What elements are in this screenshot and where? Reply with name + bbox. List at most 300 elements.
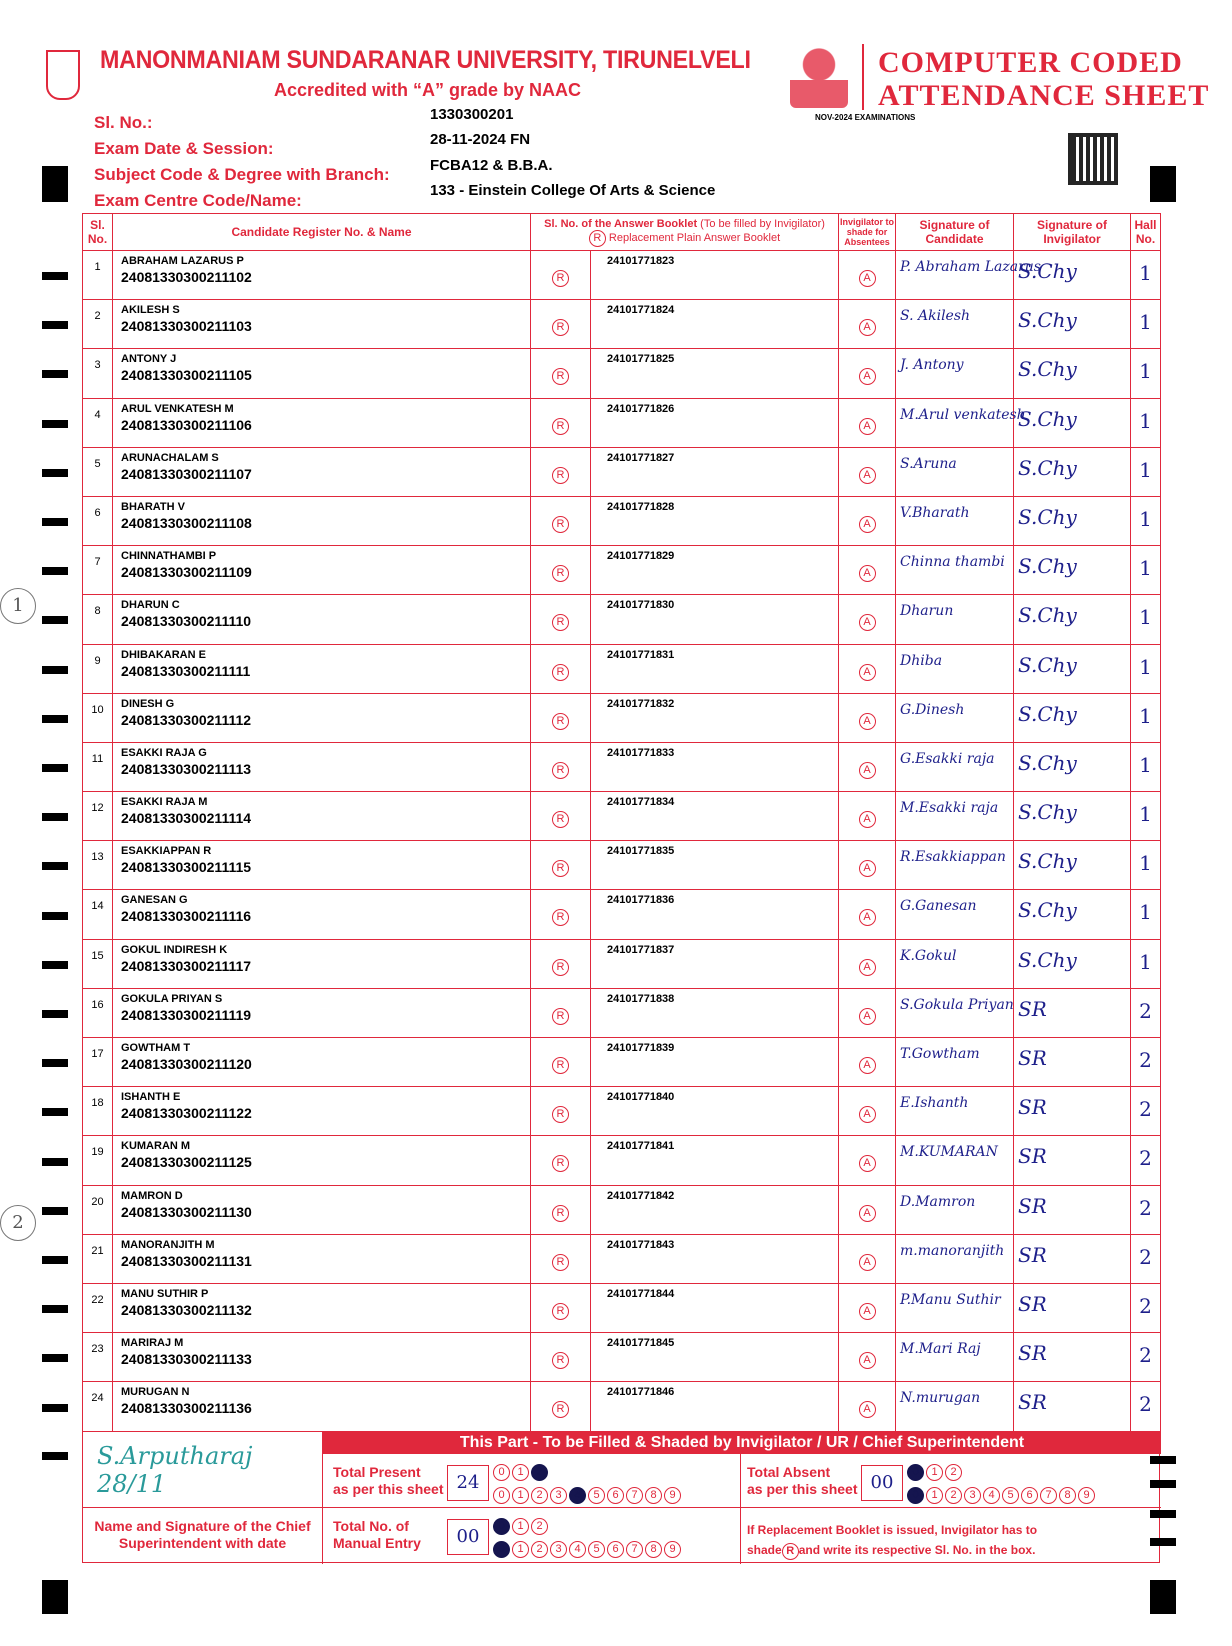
timing-mark <box>42 321 68 329</box>
digit-bubble[interactable]: 0 <box>493 1541 510 1558</box>
replacement-bubble[interactable]: R <box>552 270 569 287</box>
absent-bubble[interactable]: A <box>859 270 876 287</box>
invigilator-signature: SR <box>1014 1136 1131 1185</box>
replacement-bubble[interactable]: R <box>552 1106 569 1123</box>
sheet-title-line1: COMPUTER CODED <box>878 46 1183 79</box>
replacement-bubble[interactable]: R <box>552 762 569 779</box>
replacement-bubble[interactable]: R <box>552 1008 569 1025</box>
booklet-no[interactable]: 24101771842 <box>591 1185 839 1234</box>
replacement-cell[interactable] <box>531 447 591 496</box>
replacement-cell[interactable] <box>531 792 591 841</box>
candidate-signature: M.KUMARAN <box>896 1136 1014 1185</box>
booklet-no[interactable]: 24101771844 <box>591 1283 839 1332</box>
booklet-no[interactable]: 24101771826 <box>591 398 839 447</box>
booklet-no[interactable]: 24101771831 <box>591 644 839 693</box>
booklet-no[interactable]: 24101771834 <box>591 792 839 841</box>
table-row <box>83 939 1161 988</box>
table-row <box>83 792 1161 841</box>
digit-bubble[interactable]: 1 <box>512 1464 529 1481</box>
candidate-name: CHINNATHAMBI P <box>121 550 217 563</box>
replacement-cell[interactable] <box>531 1136 591 1185</box>
table-row <box>83 251 1161 300</box>
absent-bubble[interactable]: A <box>859 664 876 681</box>
absent-tens-bubbles[interactable] <box>907 1462 964 1481</box>
table-row <box>83 1087 1161 1136</box>
table-row <box>83 546 1161 595</box>
booklet-no[interactable]: 24101771846 <box>591 1382 839 1431</box>
absent-bubble[interactable]: A <box>859 811 876 828</box>
digit-bubble[interactable]: 5 <box>1002 1487 1019 1504</box>
replacement-cell[interactable] <box>531 1185 591 1234</box>
col-sl: Sl. No. <box>83 214 113 251</box>
row-sl: 2 <box>83 300 113 349</box>
replacement-bubble[interactable]: R <box>552 418 569 435</box>
table-row <box>83 1038 1161 1087</box>
candidate-signature: S. Akilesh <box>896 300 1014 349</box>
footer-banner: This Part - To be Filled & Shaded by Invigilator / UR / Chief Superintendent <box>323 1432 1161 1454</box>
replacement-cell[interactable] <box>531 1234 591 1283</box>
hall-no: 1 <box>1131 792 1161 841</box>
replacement-cell[interactable] <box>531 1038 591 1087</box>
register-no: 24081330300211108 <box>121 514 252 531</box>
table-row <box>83 1382 1161 1431</box>
row-sl: 4 <box>83 398 113 447</box>
candidate-name: MARIRAJ M <box>121 1337 184 1350</box>
candidate-name: DINESH G <box>121 697 175 710</box>
replacement-cell[interactable] <box>531 251 591 300</box>
invigilator-signature: SR <box>1014 1087 1131 1136</box>
register-no: 24081330300211102 <box>121 269 252 285</box>
candidate-name: ARUL VENKATESH M <box>121 402 234 415</box>
booklet-no[interactable]: 24101771839 <box>591 1038 839 1087</box>
candidate-name: MAMRON D <box>121 1189 183 1202</box>
digit-bubble[interactable]: 7 <box>626 1541 643 1558</box>
booklet-no[interactable]: 24101771836 <box>591 890 839 939</box>
digit-bubble[interactable]: 1 <box>926 1464 943 1481</box>
digit-bubble[interactable]: 8 <box>645 1541 662 1558</box>
booklet-no[interactable]: 24101771840 <box>591 1087 839 1136</box>
register-no: 24081330300211112 <box>121 711 252 728</box>
digit-bubble[interactable]: 3 <box>964 1487 981 1504</box>
digit-bubble[interactable]: 2 <box>531 1487 548 1504</box>
replacement-cell[interactable] <box>531 890 591 939</box>
candidate-cell <box>113 349 531 398</box>
row-sl: 20 <box>83 1185 113 1234</box>
invigilator-signature: S.Chy <box>1014 693 1131 742</box>
hall-no: 1 <box>1131 742 1161 791</box>
digit-bubble[interactable]: 0 <box>493 1464 510 1481</box>
absent-cell[interactable] <box>839 1382 896 1431</box>
manual-label-1: Total No. of <box>333 1518 409 1534</box>
absent-cell[interactable] <box>839 1283 896 1332</box>
candidate-cell <box>113 742 531 791</box>
replacement-bubble[interactable]: R <box>552 909 569 926</box>
booklet-no[interactable]: 24101771830 <box>591 595 839 644</box>
digit-bubble[interactable]: 0 <box>907 1464 924 1481</box>
absent-bubble[interactable]: A <box>859 909 876 926</box>
register-no: 24081330300211109 <box>121 564 252 581</box>
replacement-bubble[interactable]: R <box>552 614 569 631</box>
timing-mark <box>42 961 68 969</box>
booklet-label: Sl. No. of the Answer Booklet <box>544 217 698 230</box>
digit-bubble[interactable]: 9 <box>664 1487 681 1504</box>
digit-bubble[interactable]: 2 <box>945 1464 962 1481</box>
candidate-name: ANTONY J <box>121 353 177 366</box>
absent-cell[interactable] <box>839 1333 896 1382</box>
candidate-signature: Dharun <box>896 595 1014 644</box>
invigilator-signature: S.Chy <box>1014 398 1131 447</box>
digit-bubble[interactable]: 0 <box>493 1518 510 1535</box>
timing-mark <box>42 616 68 624</box>
absent-bubble[interactable]: A <box>859 762 876 779</box>
hall-no: 1 <box>1131 693 1161 742</box>
replacement-cell[interactable] <box>531 1283 591 1332</box>
booklet-no[interactable]: 24101771843 <box>591 1234 839 1283</box>
timing-mark <box>42 1305 68 1313</box>
table-row <box>83 1136 1161 1185</box>
row-sl: 18 <box>83 1087 113 1136</box>
digit-bubble[interactable]: 6 <box>607 1541 624 1558</box>
replacement-bubble[interactable]: R <box>552 1155 569 1172</box>
absent-box[interactable]: 00 <box>861 1465 903 1501</box>
replacement-cell[interactable] <box>531 1333 591 1382</box>
candidate-cell <box>113 300 531 349</box>
register-no: 24081330300211132 <box>121 1301 252 1318</box>
digit-bubble[interactable]: 7 <box>626 1487 643 1504</box>
booklet-no[interactable]: 24101771835 <box>591 841 839 890</box>
invigilator-signature: S.Chy <box>1014 595 1131 644</box>
absent-cell[interactable] <box>839 1136 896 1185</box>
manual-box[interactable]: 00 <box>447 1519 489 1555</box>
candidate-cell <box>113 644 531 693</box>
absent-bubble[interactable]: A <box>859 1205 876 1222</box>
digit-bubble[interactable]: 4 <box>569 1541 586 1558</box>
candidate-cell <box>113 792 531 841</box>
present-label-2: as per this sheet <box>333 1481 444 1497</box>
register-no: 24081330300211107 <box>121 465 252 482</box>
booklet-no[interactable]: 24101771832 <box>591 693 839 742</box>
absent-bubble[interactable]: A <box>859 1106 876 1123</box>
hall-no: 1 <box>1131 349 1161 398</box>
candidate-cell <box>113 939 531 988</box>
invigilator-signature: S.Chy <box>1014 792 1131 841</box>
replacement-cell[interactable] <box>531 398 591 447</box>
digit-bubble[interactable]: 4 <box>983 1487 1000 1504</box>
candidate-signature: G.Ganesan <box>896 890 1014 939</box>
digit-bubble[interactable]: 5 <box>588 1541 605 1558</box>
digit-bubble[interactable]: 2 <box>531 1541 548 1558</box>
absent-bubble[interactable]: A <box>859 368 876 385</box>
present-label-1: Total Present <box>333 1464 421 1480</box>
timing-mark <box>42 1580 68 1614</box>
candidate-cell <box>113 398 531 447</box>
absent-bubble[interactable]: A <box>859 1352 876 1369</box>
divider <box>740 1508 741 1564</box>
present-tens-bubbles[interactable] <box>493 1462 550 1481</box>
hall-no: 1 <box>1131 398 1161 447</box>
absent-bubble[interactable]: A <box>859 1057 876 1074</box>
present-units-bubbles[interactable] <box>493 1485 683 1504</box>
replacement-bubble[interactable]: R <box>552 1303 569 1320</box>
replacement-bubble[interactable]: R <box>552 1401 569 1418</box>
replacement-cell[interactable] <box>531 742 591 791</box>
margin-note-2: 2 <box>0 1205 36 1241</box>
table-row <box>83 1333 1161 1382</box>
candidate-signature: G.Dinesh <box>896 693 1014 742</box>
absent-units-bubbles[interactable] <box>907 1485 1097 1504</box>
absent-cell[interactable] <box>839 1185 896 1234</box>
absent-bubble[interactable]: A <box>859 319 876 336</box>
invigilator-signature: S.Chy <box>1014 890 1131 939</box>
replacement-cell[interactable] <box>531 496 591 545</box>
candidate-name: BHARATH V <box>121 500 185 513</box>
replacement-bubble[interactable]: R <box>552 1254 569 1271</box>
hall-no: 2 <box>1131 1136 1161 1185</box>
digit-bubble[interactable]: 8 <box>1059 1487 1076 1504</box>
replacement-cell[interactable] <box>531 546 591 595</box>
row-sl: 21 <box>83 1234 113 1283</box>
digit-bubble[interactable]: 9 <box>664 1541 681 1558</box>
replacement-cell[interactable] <box>531 841 591 890</box>
table-row <box>83 1234 1161 1283</box>
register-no: 24081330300211131 <box>121 1252 252 1269</box>
hall-no: 1 <box>1131 939 1161 988</box>
replacement-bubble[interactable]: R <box>552 860 569 877</box>
table-row <box>83 349 1161 398</box>
manual-tens-bubbles[interactable] <box>493 1516 550 1535</box>
candidate-name: MANORANJITH M <box>121 1238 215 1251</box>
digit-bubble[interactable]: 9 <box>1078 1487 1095 1504</box>
col-absentees: Invigilator to shade for Absentees <box>839 214 896 251</box>
digit-bubble[interactable]: 2 <box>531 1464 548 1481</box>
replacement-cell[interactable] <box>531 693 591 742</box>
digit-bubble[interactable]: 3 <box>550 1487 567 1504</box>
candidate-signature: S.Gokula Priyan <box>896 988 1014 1037</box>
booklet-note: (To be filled by Invigilator) <box>700 217 825 230</box>
booklet-no[interactable]: 24101771828 <box>591 496 839 545</box>
manual-label-2: Manual Entry <box>333 1535 421 1551</box>
replacement-bubble[interactable]: R <box>552 1057 569 1074</box>
replacement-bubble[interactable]: R <box>552 467 569 484</box>
absent-cell[interactable] <box>839 1234 896 1283</box>
timing-mark <box>42 1059 68 1067</box>
digit-bubble[interactable]: 1 <box>512 1518 529 1535</box>
absent-bubble[interactable]: A <box>859 565 876 582</box>
absent-bubble[interactable]: A <box>859 614 876 631</box>
absent-cell[interactable] <box>839 300 896 349</box>
digit-bubble[interactable]: 2 <box>531 1518 548 1535</box>
replacement-bubble[interactable]: R <box>552 368 569 385</box>
absent-bubble[interactable]: A <box>859 1303 876 1320</box>
table-row <box>83 988 1161 1037</box>
digit-bubble[interactable]: 2 <box>945 1487 962 1504</box>
digit-bubble[interactable]: 1 <box>512 1487 529 1504</box>
absent-cell[interactable] <box>839 841 896 890</box>
replacement-bubble[interactable]: R <box>552 811 569 828</box>
absent-cell[interactable] <box>839 447 896 496</box>
replacement-bubble[interactable]: R <box>552 713 569 730</box>
invigilator-signature: SR <box>1014 1185 1131 1234</box>
candidate-cell <box>113 1333 531 1382</box>
candidate-name: MURUGAN N <box>121 1386 190 1399</box>
booklet-no[interactable]: 24101771838 <box>591 988 839 1037</box>
candidate-signature: m.manoranjith <box>896 1234 1014 1283</box>
candidate-cell <box>113 595 531 644</box>
timing-mark <box>42 1010 68 1018</box>
sl-no: 1330300201 <box>430 106 514 123</box>
candidate-cell <box>113 693 531 742</box>
subject-label: Subject Code & Degree with Branch: <box>94 165 390 184</box>
replacement-cell[interactable] <box>531 349 591 398</box>
absent-bubble[interactable]: A <box>859 516 876 533</box>
replacement-bubble[interactable]: R <box>552 664 569 681</box>
register-no: 24081330300211119 <box>121 1006 252 1023</box>
absent-cell[interactable] <box>839 251 896 300</box>
register-no: 24081330300211130 <box>121 1203 252 1220</box>
note-line-1: If Replacement Booklet is issued, Invigilator has to <box>747 1523 1038 1537</box>
absent-bubble[interactable]: A <box>859 1401 876 1418</box>
digit-bubble[interactable]: 0 <box>493 1487 510 1504</box>
register-no: 24081330300211103 <box>121 318 252 335</box>
booklet-no[interactable]: 24101771833 <box>591 742 839 791</box>
hall-no: 1 <box>1131 496 1161 545</box>
candidate-signature: T.Gowtham <box>896 1038 1014 1087</box>
absent-label <box>747 1464 858 1498</box>
digit-bubble[interactable]: 7 <box>1040 1487 1057 1504</box>
candidate-name: GANESAN G <box>121 894 188 907</box>
absent-bubble[interactable]: A <box>859 1155 876 1172</box>
absent-bubble[interactable]: A <box>859 860 876 877</box>
absent-cell[interactable] <box>839 1038 896 1087</box>
booklet-no[interactable]: 24101771837 <box>591 939 839 988</box>
candidate-cell <box>113 447 531 496</box>
attendance-table <box>82 213 1161 1432</box>
candidate-name: ISHANTH E <box>121 1091 181 1104</box>
replacement-cell[interactable] <box>531 1087 591 1136</box>
replacement-bubble[interactable]: R <box>552 516 569 533</box>
absent-cell[interactable] <box>839 349 896 398</box>
invigilator-signature: SR <box>1014 988 1131 1037</box>
footer-section <box>82 1431 1160 1563</box>
candidate-signature: D.Mamron <box>896 1185 1014 1234</box>
absent-bubble[interactable]: A <box>859 418 876 435</box>
replacement-cell[interactable] <box>531 644 591 693</box>
digit-bubble[interactable]: 6 <box>1021 1487 1038 1504</box>
table-row <box>83 644 1161 693</box>
absent-cell[interactable] <box>839 546 896 595</box>
replacement-bubble[interactable]: R <box>552 319 569 336</box>
centre-label: Exam Centre Code/Name: <box>94 191 302 210</box>
replacement-bubble[interactable]: R <box>552 565 569 582</box>
replacement-bubble[interactable]: R <box>552 959 569 976</box>
absent-cell[interactable] <box>839 693 896 742</box>
candidate-signature: P.Manu Suthir <box>896 1283 1014 1332</box>
absent-cell[interactable] <box>839 939 896 988</box>
replacement-bubble[interactable]: R <box>552 1205 569 1222</box>
table-row <box>83 841 1161 890</box>
candidate-signature: G.Esakki raja <box>896 742 1014 791</box>
row-sl: 6 <box>83 496 113 545</box>
absent-bubble[interactable]: A <box>859 1254 876 1271</box>
invigilator-signature: S.Chy <box>1014 349 1131 398</box>
row-sl: 9 <box>83 644 113 693</box>
booklet-no[interactable]: 24101771841 <box>591 1136 839 1185</box>
absent-cell[interactable] <box>839 644 896 693</box>
note-line-2: and write its respective Sl. No. in the box. <box>798 1543 1036 1557</box>
digit-bubble[interactable]: 1 <box>926 1487 943 1504</box>
absent-cell[interactable] <box>839 496 896 545</box>
table-row <box>83 398 1161 447</box>
hall-no: 1 <box>1131 890 1161 939</box>
table-row <box>83 300 1161 349</box>
booklet-no[interactable]: 24101771845 <box>591 1333 839 1382</box>
candidate-signature: M.Esakki raja <box>896 792 1014 841</box>
absent-bubble[interactable]: A <box>859 713 876 730</box>
candidate-signature: P. Abraham Lazarus <box>896 251 1014 300</box>
present-box[interactable]: 24 <box>447 1465 489 1501</box>
register-no: 24081330300211136 <box>121 1400 252 1417</box>
present-label <box>333 1464 444 1498</box>
booklet-no[interactable]: 24101771825 <box>591 349 839 398</box>
table-row <box>83 595 1161 644</box>
absent-cell[interactable] <box>839 988 896 1037</box>
timing-mark <box>42 862 68 870</box>
absent-cell[interactable] <box>839 792 896 841</box>
timing-mark <box>42 166 68 202</box>
candidate-signature: J. Antony <box>896 349 1014 398</box>
digit-bubble[interactable]: 4 <box>569 1487 586 1504</box>
digit-bubble[interactable]: 6 <box>607 1487 624 1504</box>
row-sl: 17 <box>83 1038 113 1087</box>
booklet-no[interactable]: 24101771827 <box>591 447 839 496</box>
invigilator-signature: SR <box>1014 1382 1131 1431</box>
timing-mark <box>42 1158 68 1166</box>
replacement-cell[interactable] <box>531 939 591 988</box>
digit-bubble[interactable]: 0 <box>907 1487 924 1504</box>
booklet-no[interactable]: 24101771829 <box>591 546 839 595</box>
invigilator-signature: SR <box>1014 1333 1131 1382</box>
replacement-cell[interactable] <box>531 1382 591 1431</box>
timing-mark <box>1150 1538 1176 1546</box>
absent-cell[interactable] <box>839 1087 896 1136</box>
replacement-cell[interactable] <box>531 988 591 1037</box>
hall-no: 2 <box>1131 1234 1161 1283</box>
candidate-signature: R.Esakkiappan <box>896 841 1014 890</box>
absent-cell[interactable] <box>839 398 896 447</box>
absent-bubble[interactable]: A <box>859 959 876 976</box>
manual-units-bubbles[interactable] <box>493 1539 683 1558</box>
col-candidate: Candidate Register No. & Name <box>113 214 531 251</box>
digit-bubble[interactable]: 5 <box>588 1487 605 1504</box>
digit-bubble[interactable]: 8 <box>645 1487 662 1504</box>
replacement-cell[interactable] <box>531 595 591 644</box>
absent-cell[interactable] <box>839 890 896 939</box>
row-sl: 16 <box>83 988 113 1037</box>
absent-cell[interactable] <box>839 742 896 791</box>
absent-bubble[interactable]: A <box>859 1008 876 1025</box>
absent-cell[interactable] <box>839 595 896 644</box>
replacement-bubble[interactable]: R <box>552 1352 569 1369</box>
digit-bubble[interactable]: 1 <box>512 1541 529 1558</box>
replacement-cell[interactable] <box>531 300 591 349</box>
register-no: 24081330300211133 <box>121 1351 252 1368</box>
chief-label: Name and Signature of the Chief Superintendent with date <box>83 1508 323 1564</box>
digit-bubble[interactable]: 3 <box>550 1541 567 1558</box>
booklet-no[interactable]: 24101771823 <box>591 251 839 300</box>
booklet-no[interactable]: 24101771824 <box>591 300 839 349</box>
candidate-cell <box>113 546 531 595</box>
absent-bubble[interactable]: A <box>859 467 876 484</box>
